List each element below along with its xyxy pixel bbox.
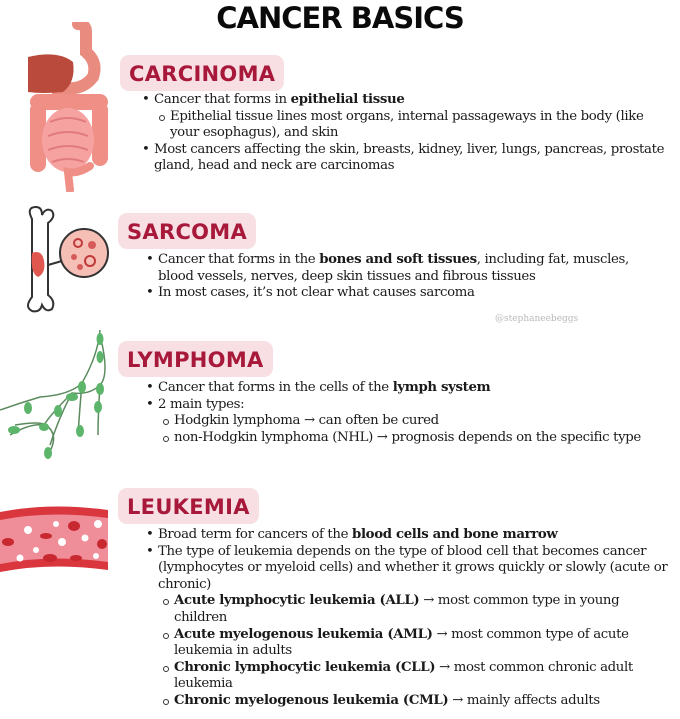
carcinoma-list bbox=[142, 92, 672, 175]
list-item: • Most cancers affecting the skin, breasts, kidney, liver, lungs, pancreas, prostate gland, head and neck are carcinomas bbox=[142, 142, 672, 175]
sarcoma-heading: SARCOMA bbox=[118, 213, 256, 249]
list-item: Epithelial tissue lines most organs, internal passageways in the body (like your esophagus), and skin bbox=[157, 109, 672, 142]
leukemia-heading: LEUKEMIA bbox=[118, 488, 259, 524]
lymphoma-list bbox=[146, 380, 676, 446]
list-item: • In most cases, it’s not clear what causes sarcoma bbox=[146, 285, 666, 302]
list-item: • Cancer that forms in the bones and soft tissues, including fat, muscles, blood vessels, nerves, deep skin tissues and fibrous tissues bbox=[146, 252, 666, 285]
leukemia-list bbox=[146, 527, 676, 710]
list-item: • 2 main types: bbox=[146, 397, 676, 414]
watermark: @stephaneebeggs bbox=[495, 314, 579, 324]
list-item: Hodgkin lymphoma → can often be cured bbox=[161, 413, 676, 430]
list-item: Chronic lymphocytic leukemia (CLL) → most common chronic adult leukemia bbox=[161, 660, 676, 693]
list-item: non-Hodgkin lymphoma (NHL) → prognosis depends on the specific type bbox=[161, 430, 676, 447]
lymph-nodes-icon bbox=[0, 325, 115, 465]
lymphoma-heading: LYMPHOMA bbox=[118, 341, 273, 377]
list-item: • The type of leukemia depends on the type of blood cell that becomes cancer (lymphocytes or myeloid cells) and whether it grows quickly or slowly (acute or chronic) bbox=[146, 544, 676, 594]
page-title: CANCER BASICS bbox=[216, 1, 464, 35]
digestive-system-icon bbox=[18, 22, 118, 192]
list-item: • Cancer that forms in epithelial tissue bbox=[142, 92, 672, 109]
bone-tumor-icon bbox=[18, 205, 118, 315]
list-item: Chronic myelogenous leukemia (CML) → mainly affects adults bbox=[161, 693, 676, 710]
list-item: • Cancer that forms in the cells of the lymph system bbox=[146, 380, 676, 397]
blood-vessel-icon bbox=[0, 500, 110, 575]
list-item: Acute myelogenous leukemia (AML) → most common type of acute leukemia in adults bbox=[161, 627, 676, 660]
list-item: • Broad term for cancers of the blood cells and bone marrow bbox=[146, 527, 676, 544]
carcinoma-heading: CARCINOMA bbox=[120, 55, 284, 91]
sarcoma-list bbox=[146, 252, 666, 302]
list-item: Acute lymphocytic leukemia (ALL) → most common type in young children bbox=[161, 593, 676, 626]
